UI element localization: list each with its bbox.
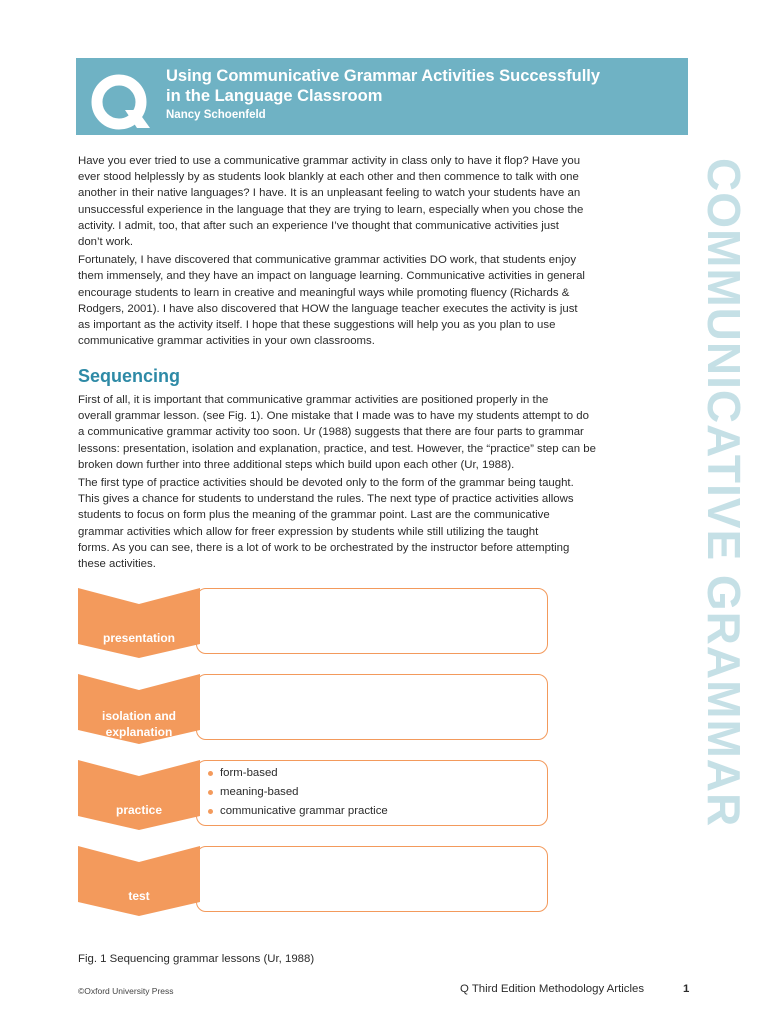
article-title-line: Using Communicative Grammar Activities Successfully bbox=[166, 67, 601, 85]
article-header bbox=[76, 58, 688, 135]
page-number: 1 bbox=[683, 983, 690, 995]
diagram-step-test bbox=[78, 846, 550, 916]
section-heading-sequencing: Sequencing bbox=[78, 366, 181, 386]
footer-series: Q Third Edition Methodology Articles bbox=[460, 983, 645, 995]
text-line: Rodgers, 2001). I have also discovered that HOW the language teacher executes the activity is just bbox=[78, 302, 578, 315]
text-line: don’t work. bbox=[78, 236, 134, 249]
bullet-dot-icon bbox=[208, 809, 213, 814]
step-box bbox=[196, 674, 548, 740]
sequencing-diagram bbox=[78, 588, 550, 914]
text-line: as important as the activity itself. I hope that these suggestions will help you as you plan to use bbox=[78, 319, 556, 332]
step-label bbox=[78, 888, 200, 904]
text-line: communicative grammar activities in your own classrooms. bbox=[78, 335, 375, 348]
bullet-dot-icon bbox=[208, 790, 213, 795]
text-line: overall grammar lesson. (see Fig. 1). One mistake that I made was to have my students attempt to do bbox=[78, 410, 589, 423]
step-label-line: explanation bbox=[105, 725, 173, 739]
text-line: a communicative grammar activity too soon. Ur (1988) suggests that there are four parts to grammar bbox=[78, 426, 584, 439]
text-line: another in their native languages? I have. It is an unpleasant feeling to watch your students have an bbox=[78, 187, 581, 200]
intro-text bbox=[78, 153, 638, 351]
intro-paragraph-1 bbox=[78, 153, 638, 250]
figure-caption: Fig. 1 Sequencing grammar lessons (Ur, 1988) bbox=[78, 953, 315, 965]
step-label-line: test bbox=[128, 889, 150, 903]
text-line: these activities. bbox=[78, 558, 156, 571]
chevron-arrow-icon bbox=[78, 760, 200, 830]
practice-bullet-list bbox=[206, 764, 388, 821]
article-author: Nancy Schoenfeld bbox=[166, 109, 266, 121]
text-line: ever stood helplessly by as students look blankly at each other and then commence to talk with one bbox=[78, 171, 579, 184]
article-title-line: in the Language Classroom bbox=[166, 87, 383, 105]
article-title bbox=[166, 66, 666, 106]
text-line: activity. I admit, too, that after such an experience I’ve thought that communicative activities just bbox=[78, 219, 559, 232]
text-line: unsuccessful experience in the language that they are trying to learn, especially when you chose the bbox=[78, 203, 584, 216]
step-label-line: practice bbox=[115, 803, 163, 817]
sequencing-text bbox=[78, 392, 638, 574]
text-line: encourage students to learn in creative and meaningful ways while promoting fluency (Richards & bbox=[78, 286, 570, 299]
list-item-text: form-based bbox=[220, 767, 278, 779]
step-label bbox=[78, 630, 200, 646]
step-box bbox=[196, 846, 548, 912]
step-label-line: isolation and bbox=[101, 709, 176, 723]
list-item bbox=[206, 802, 388, 821]
side-title: COMMUNICATIVE GRAMMAR bbox=[698, 158, 750, 828]
diagram-step-presentation bbox=[78, 588, 550, 658]
bullet-dot-icon bbox=[208, 771, 213, 776]
text-line: Fortunately, I have discovered that communicative grammar activities DO work, that students enjoy bbox=[78, 254, 577, 267]
list-item-text: meaning-based bbox=[220, 786, 299, 798]
chevron-arrow-icon bbox=[78, 588, 200, 658]
text-line: them immensely, and they have an impact on language learning. Communicative activities in general bbox=[78, 270, 585, 283]
diagram-step-isolation-explanation bbox=[78, 674, 550, 744]
step-box bbox=[196, 588, 548, 654]
intro-paragraph-2 bbox=[78, 252, 638, 349]
list-item-text: communicative grammar practice bbox=[220, 805, 388, 817]
footer-copyright: ©Oxford University Press bbox=[78, 986, 174, 996]
text-line: students to focus on form plus the meaning of the grammar point. Last are the communicative bbox=[78, 509, 550, 522]
text-line: grammar activities which allow for freer expression by students while still utilizing the taught bbox=[78, 525, 539, 538]
diagram-step-practice bbox=[78, 760, 550, 830]
sequencing-paragraph-1 bbox=[78, 392, 638, 473]
text-line: forms. As you can see, there is a lot of work to be orchestrated by the instructor before attempting bbox=[78, 541, 570, 554]
chevron-arrow-icon bbox=[78, 846, 200, 916]
text-line: This gives a chance for students to understand the rules. The next type of practice activities allows bbox=[78, 493, 574, 506]
step-label bbox=[78, 708, 200, 740]
text-line: The first type of practice activities should be devoted only to the form of the grammar being taught. bbox=[78, 477, 574, 490]
text-line: Have you ever tried to use a communicative grammar activity in class only to have it flop? Have you bbox=[78, 155, 581, 167]
sequencing-paragraph-2 bbox=[78, 475, 638, 572]
step-label bbox=[78, 802, 200, 818]
step-label-line: presentation bbox=[102, 631, 175, 645]
q-logo-icon bbox=[90, 74, 152, 132]
list-item bbox=[206, 783, 388, 802]
list-item bbox=[206, 764, 388, 783]
text-line: broken down further into three additional steps which build upon each other (Ur, 1988). bbox=[78, 458, 515, 471]
text-line: First of all, it is important that communicative grammar activities are positioned properly in the bbox=[78, 394, 549, 406]
text-line: lessons: presentation, isolation and explanation, practice, and test. However, the “practice” step can be bbox=[78, 442, 596, 455]
